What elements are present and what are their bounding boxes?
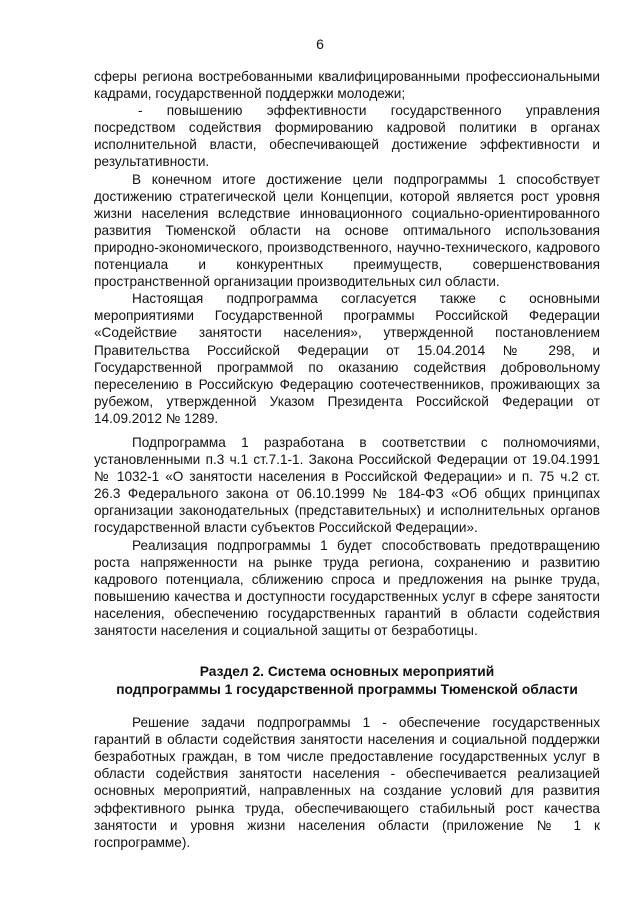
paragraph-list-item: - повышению эффективности государственного управления посредством содействия формированию кадровой политики в органах исполнительной власти, обеспечивающей достижение эффективности и результативности. — [94, 103, 600, 170]
section-title-spacer — [94, 698, 600, 714]
paragraph-continuation: сферы региона востребованными квалифицированными профессиональными кадрами, государственной поддержки молодежи; — [94, 69, 600, 102]
paragraph-gap — [94, 427, 600, 434]
paragraph-federal-programs: Настоящая подпрограмма согласуется также с основными мероприятиями Государственной программы Российской Федерации «Содействие занятости населения», утвержденной постановлением Правительства Российской Федерации от 15.04.2014 № 298, и Государственной программой по оказанию содействия добровольному переселению в Российскую Федерацию соотечественников, проживающих за рубежом, утвержденной Указом Президента Российской Федерации от 14.09.2012 № 1289. — [94, 291, 600, 426]
paragraph-legal-basis: Подпрограмма 1 разработана в соответствии с полномочиями, установленными п.3 ч.1 ст.7.1-1. Закона Российской Федерации от 19.04.1991 № 1032-1 «О занятости населения в Российской Федерации» и п. 75 ч.2 ст. 26.3 Федерального закона от 06.10.1999 № 184-ФЗ «Об общих принципах организации законодательных (представительных) и исполнительных органов государственной власти субъектов Российской Федерации». — [94, 434, 600, 536]
section-title-line-1: Раздел 2. Система основных мероприятий — [199, 664, 495, 680]
paragraph-implementation: Реализация подпрограммы 1 будет способствовать предотвращению роста напряженности на рынке труда региона, сохранению и развитию кадрового потенциала, сближению спроса и предложения на рынке труда, повышению качества и доступности государственных услуг в сфере занятости населения, обеспечению государственных гарантий в области содействия занятости населения и социальной защиты от безработицы. — [94, 537, 600, 638]
paragraph-strategic-goal: В конечном итоге достижение цели подпрограммы 1 способствует достижению стратегической цели Концепции, которой является рост уровня жизни населения вследствие инновационного социально-ориентированного развития Тюменской области на основе оптимального использования природно-экономического, производственного, научно-технического, кадрового потенциала и конкурентных преимуществ, совершенствования пространственной организации производительных сил области. — [94, 171, 600, 290]
paragraph-section-body: Решение задачи подпрограммы 1 - обеспечение государственных гарантий в области содействия занятости населения и социальной поддержки безработных граждан, в том числе предоставление государственных услуг в области содействия занятости населения - обеспечивается реализацией основных мероприятий, направленных на создание условий для развития эффективного рынка труда, обеспечивающего стабильный рост качества занятости и уровня жизни населения области (приложение № 1 к госпрограмме). — [94, 715, 600, 850]
page-number: 6 — [316, 36, 324, 52]
document-body — [94, 68, 600, 851]
section-spacer — [94, 639, 600, 663]
section-title-line-2: подпрограммы 1 государственной программы Тюменской области — [116, 681, 578, 697]
